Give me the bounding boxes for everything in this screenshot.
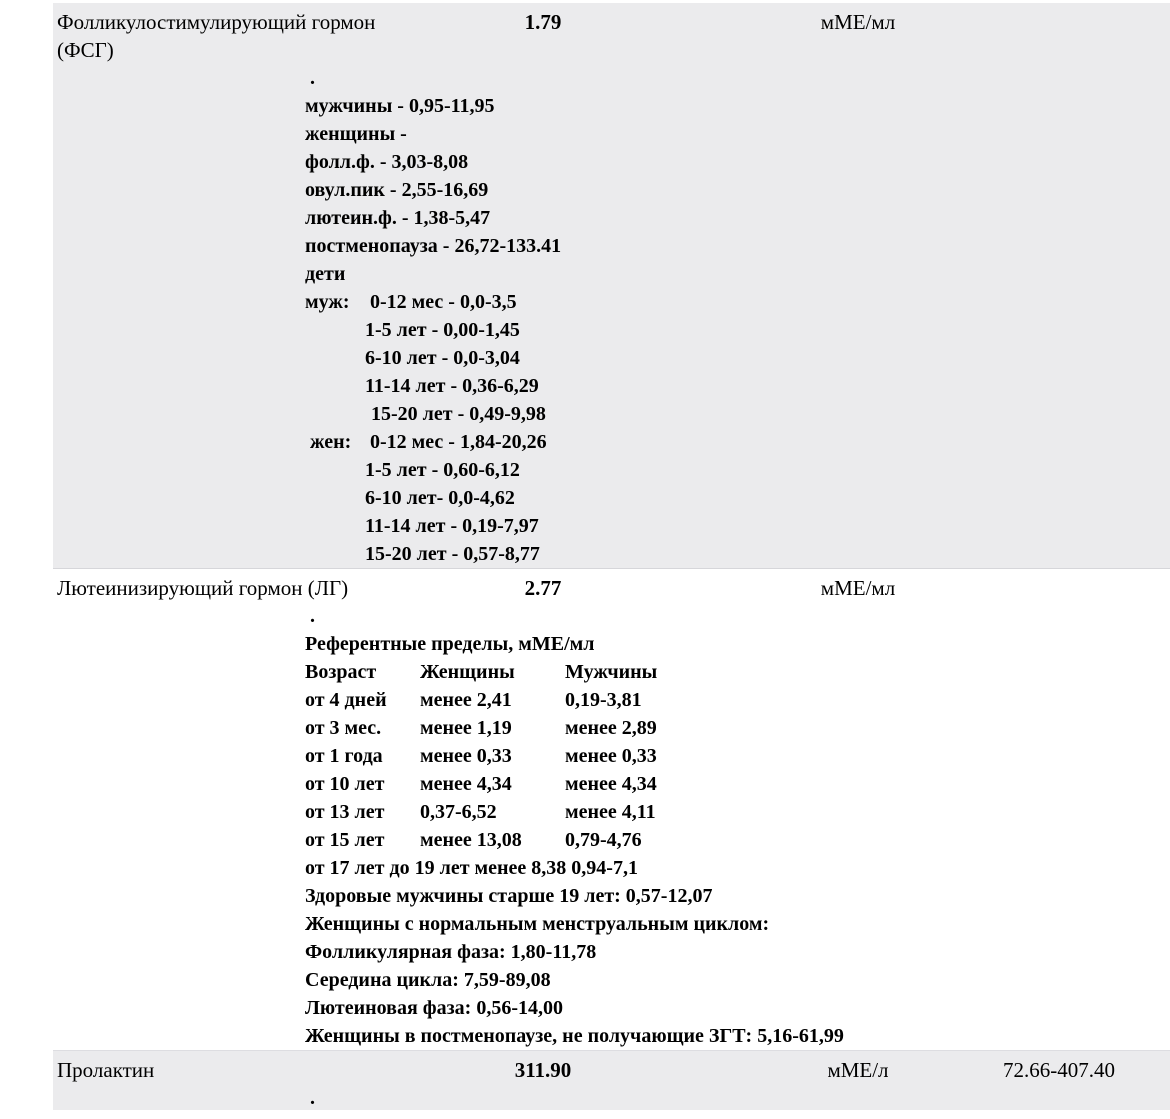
reference-block	[305, 1084, 1170, 1112]
reference-line: Женщины в постменопаузе, не получающие ЗГТ: 5,16-61,99	[305, 1025, 844, 1047]
reference-line: мужчины - 0,95-11,95	[305, 95, 495, 117]
reference-table-cell: Женщины	[420, 661, 515, 683]
reference-table-row	[305, 714, 1170, 742]
reference-line: Референтные пределы, мМЕ/мл	[305, 633, 595, 655]
reference-table-cell: от 1 года	[305, 745, 383, 767]
reference-line: Середина цикла: 7,59-89,08	[305, 969, 551, 991]
group-value: 0-12 мес - 1,84-20,26	[370, 431, 547, 453]
reference-table-cell: менее 4,11	[565, 801, 656, 823]
separator-dot: .	[310, 67, 315, 89]
reference-line-group	[305, 428, 1170, 456]
test-row-section	[53, 1050, 1170, 1110]
test-name: Лютеинизирующий гормон (ЛГ)	[57, 576, 349, 600]
reference-line-group	[305, 288, 1170, 316]
reference-line: фолл.ф. - 3,03-8,08	[305, 151, 469, 173]
reference-table-cell: от 4 дней	[305, 689, 387, 711]
test-row-section	[53, 569, 1170, 1050]
reference-line-indented: 11-14 лет - 0,19-7,97	[365, 515, 539, 537]
reference-line: Фолликулярная фаза: 1,80-11,78	[305, 941, 597, 963]
reference-table-cell: Возраст	[305, 661, 377, 683]
test-reference-range: 72.66-407.40	[1003, 1058, 1115, 1082]
reference-line: дети	[305, 263, 346, 285]
reference-line-indented: 6-10 лет - 0,0-3,04	[365, 347, 520, 369]
test-result-value: 2.77	[524, 576, 562, 600]
reference-table-cell: менее 4,34	[565, 773, 657, 795]
separator-dot: .	[310, 605, 315, 627]
reference-line: Лютеиновая фаза: 0,56-14,00	[305, 997, 563, 1019]
reference-table-cell: от 13 лет	[305, 801, 385, 823]
test-header-row	[53, 1051, 1170, 1084]
test-header-row	[53, 569, 1170, 602]
reference-line: овул.пик - 2,55-16,69	[305, 179, 489, 201]
group-label: муж:	[305, 291, 350, 313]
reference-block	[305, 64, 1170, 568]
reference-table-cell: менее 0,33	[420, 745, 512, 767]
reference-table-cell: Мужчины	[565, 661, 658, 683]
reference-line-indented: 15-20 лет - 0,57-8,77	[365, 543, 540, 565]
test-name: Фолликулостимулирующий гормон (ФСГ)	[57, 10, 376, 62]
reference-table-cell: от 3 мес.	[305, 717, 382, 739]
reference-table-row	[305, 798, 1170, 826]
reference-table-row	[305, 826, 1170, 854]
reference-line: женщины -	[305, 123, 407, 145]
test-unit: мМЕ/мл	[820, 10, 896, 34]
reference-line-indented: 1-5 лет - 0,00-1,45	[365, 319, 520, 341]
reference-table-cell: менее 13,08	[420, 829, 522, 851]
reference-table-cell: от 10 лет	[305, 773, 385, 795]
reference-table-cell: 0,79-4,76	[565, 829, 642, 851]
separator-dot: .	[310, 1087, 315, 1109]
reference-table-cell: менее 2,41	[420, 689, 512, 711]
group-value: 0-12 мес - 0,0-3,5	[370, 291, 517, 313]
reference-table-cell: менее 4,34	[420, 773, 512, 795]
reference-line-indented: 11-14 лет - 0,36-6,29	[365, 375, 539, 397]
reference-line: от 17 лет до 19 лет менее 8,38 0,94-7,1	[305, 857, 638, 879]
reference-table-cell: 0,37-6,52	[420, 801, 497, 823]
reference-block	[305, 602, 1170, 1050]
reference-table-row	[305, 686, 1170, 714]
reference-line-indented: 15-20 лет - 0,49-9,98	[371, 403, 546, 425]
test-header-row	[53, 3, 1170, 64]
test-unit: мМЕ/мл	[820, 576, 896, 600]
test-name: Пролактин	[57, 1058, 155, 1082]
reference-table-cell: менее 2,89	[565, 717, 657, 739]
test-unit: мМЕ/л	[827, 1058, 889, 1082]
test-result-value: 1.79	[524, 10, 562, 34]
test-result-value: 311.90	[514, 1058, 572, 1082]
reference-line-indented: 1-5 лет - 0,60-6,12	[365, 459, 520, 481]
reference-table-row	[305, 770, 1170, 798]
reference-line: лютеин.ф. - 1,38-5,47	[305, 207, 491, 229]
reference-line: постменопауза - 26,72-133.41	[305, 235, 562, 257]
reference-table-cell: 0,19-3,81	[565, 689, 642, 711]
reference-line-indented: 6-10 лет- 0,0-4,62	[365, 487, 515, 509]
reference-table-cell: от 15 лет	[305, 829, 385, 851]
reference-table-row	[305, 658, 1170, 686]
test-row-section	[53, 3, 1170, 569]
reference-line: Здоровые мужчины старше 19 лет: 0,57-12,07	[305, 885, 713, 907]
group-label: жен:	[310, 431, 352, 453]
reference-line: Женщины с нормальным менструальным циклом:	[305, 913, 770, 935]
reference-table-cell: менее 1,19	[420, 717, 512, 739]
reference-table-row	[305, 742, 1170, 770]
reference-table-cell: менее 0,33	[565, 745, 657, 767]
